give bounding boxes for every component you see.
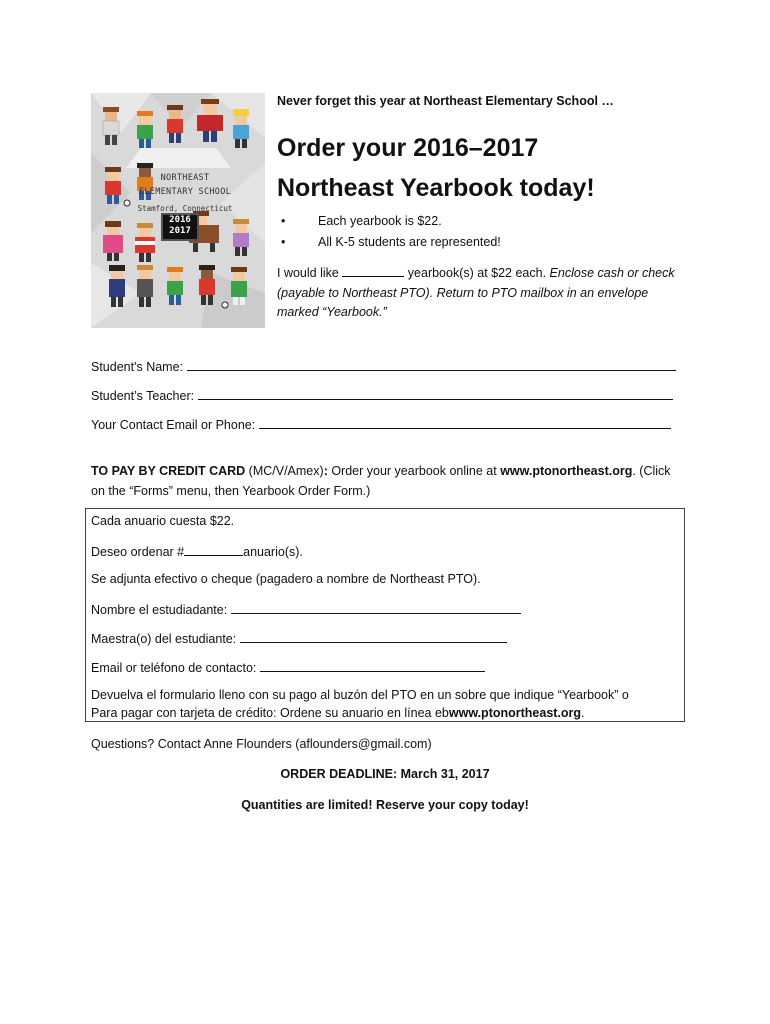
sp-payment bbox=[91, 572, 481, 586]
sp-return-line bbox=[91, 688, 629, 702]
credit-text1: Order your yearbook online at bbox=[327, 464, 501, 478]
sp-quantity-field[interactable] bbox=[184, 543, 243, 556]
bullet-text: Each yearbook is $22. bbox=[318, 214, 442, 228]
headline-line1: Order your 2016–2017 bbox=[277, 134, 539, 162]
contact-label: Your Contact Email or Phone: bbox=[91, 418, 256, 432]
teacher-field[interactable] bbox=[198, 387, 673, 400]
cover-year-board bbox=[161, 213, 199, 241]
contact-field[interactable] bbox=[259, 416, 671, 429]
order-middle: yearbook(s) at $22 each. bbox=[404, 266, 550, 280]
headline-line2: Northeast Yearbook today! bbox=[277, 174, 595, 202]
credit-card-instructions bbox=[91, 462, 681, 501]
headline bbox=[277, 128, 595, 208]
sp-student-field[interactable] bbox=[231, 601, 521, 614]
student-name-field[interactable] bbox=[187, 358, 676, 371]
bullet-text: All K-5 students are represented! bbox=[318, 235, 501, 249]
sp-order-prefix: Deseo ordenar # bbox=[91, 545, 185, 559]
credit-colon: : bbox=[323, 464, 328, 478]
spanish-order-box bbox=[85, 508, 685, 722]
sp-credit-line bbox=[91, 706, 585, 720]
order-italic-note: Enclose cash or check (payable to Northeast PTO). Return to PTO mailbox in an envelope marked “Yearbook.” bbox=[277, 266, 675, 319]
questions-contact: Questions? Contact Anne Flounders (aflounders@gmail.com) bbox=[91, 737, 432, 751]
sp-order-suffix: anuario(s). bbox=[243, 545, 303, 559]
sp-credit-prefix: Para pagar con tarjeta de crédito: Ordene su anuario en línea eb bbox=[91, 706, 449, 720]
quantities-limited: Quantities are limited! Reserve your copy today! bbox=[241, 798, 529, 812]
sp-credit-url-link[interactable]: www.ptonortheast.org bbox=[448, 706, 582, 720]
sp-return-text: Devuelva el formulario lleno con su pago al buzón del PTO en un sobre que indique “Yearbook” o bbox=[91, 688, 629, 702]
credit-cards: (MC/V/Amex) bbox=[245, 464, 324, 478]
sp-student-row bbox=[91, 601, 521, 617]
quantity-blank[interactable] bbox=[342, 264, 404, 277]
teacher-label: Student’s Teacher: bbox=[91, 389, 195, 403]
credit-text2: . (Click on the “Forms” menu, then Yearbook Order Form.) bbox=[91, 464, 671, 498]
sp-price-text: Cada anuario cuesta $22. bbox=[91, 514, 235, 528]
sp-order-row bbox=[91, 543, 303, 559]
order-deadline: ORDER DEADLINE: March 31, 2017 bbox=[280, 767, 490, 781]
cover-school-line2: ELEMENTARY SCHOOL bbox=[138, 187, 232, 197]
credit-lead: TO PAY BY CREDIT CARD bbox=[91, 464, 246, 478]
bullet-dot: • bbox=[281, 235, 286, 249]
cover-year-bottom: 2017 bbox=[169, 226, 191, 236]
contact-row bbox=[91, 416, 671, 432]
credit-url-link[interactable]: www.ptonortheast.org bbox=[500, 464, 633, 478]
student-name-label: Student's Name: bbox=[91, 360, 184, 374]
sp-student-label: Nombre el estudiadante: bbox=[91, 603, 228, 617]
cover-location: Stamford, Connecticut bbox=[137, 204, 233, 213]
order-instructions bbox=[277, 264, 687, 323]
sp-payment-text: Se adjunta efectivo o cheque (pagadero a nombre de Northeast PTO). bbox=[91, 572, 481, 586]
sp-teacher-label: Maestra(o) del estudiante: bbox=[91, 632, 237, 646]
teacher-row bbox=[91, 387, 673, 403]
order-prefix: I would like bbox=[277, 266, 343, 280]
cover-title bbox=[135, 171, 235, 216]
tagline: Never forget this year at Northeast Elementary School … bbox=[277, 94, 614, 108]
cover-year-top: 2016 bbox=[169, 215, 191, 225]
yearbook-cover-image bbox=[91, 93, 265, 328]
sp-teacher-row bbox=[91, 630, 507, 646]
sp-teacher-field[interactable] bbox=[240, 630, 507, 643]
sp-contact-field[interactable] bbox=[260, 659, 485, 672]
sp-price bbox=[91, 514, 234, 528]
sp-contact-label: Email or teléfono de contacto: bbox=[91, 661, 257, 675]
bullet-dot: • bbox=[281, 214, 286, 228]
cover-school-line1: NORTHEAST bbox=[160, 173, 210, 183]
sp-credit-suffix: . bbox=[581, 706, 585, 720]
student-name-row bbox=[91, 358, 676, 374]
sp-contact-row bbox=[91, 659, 485, 675]
